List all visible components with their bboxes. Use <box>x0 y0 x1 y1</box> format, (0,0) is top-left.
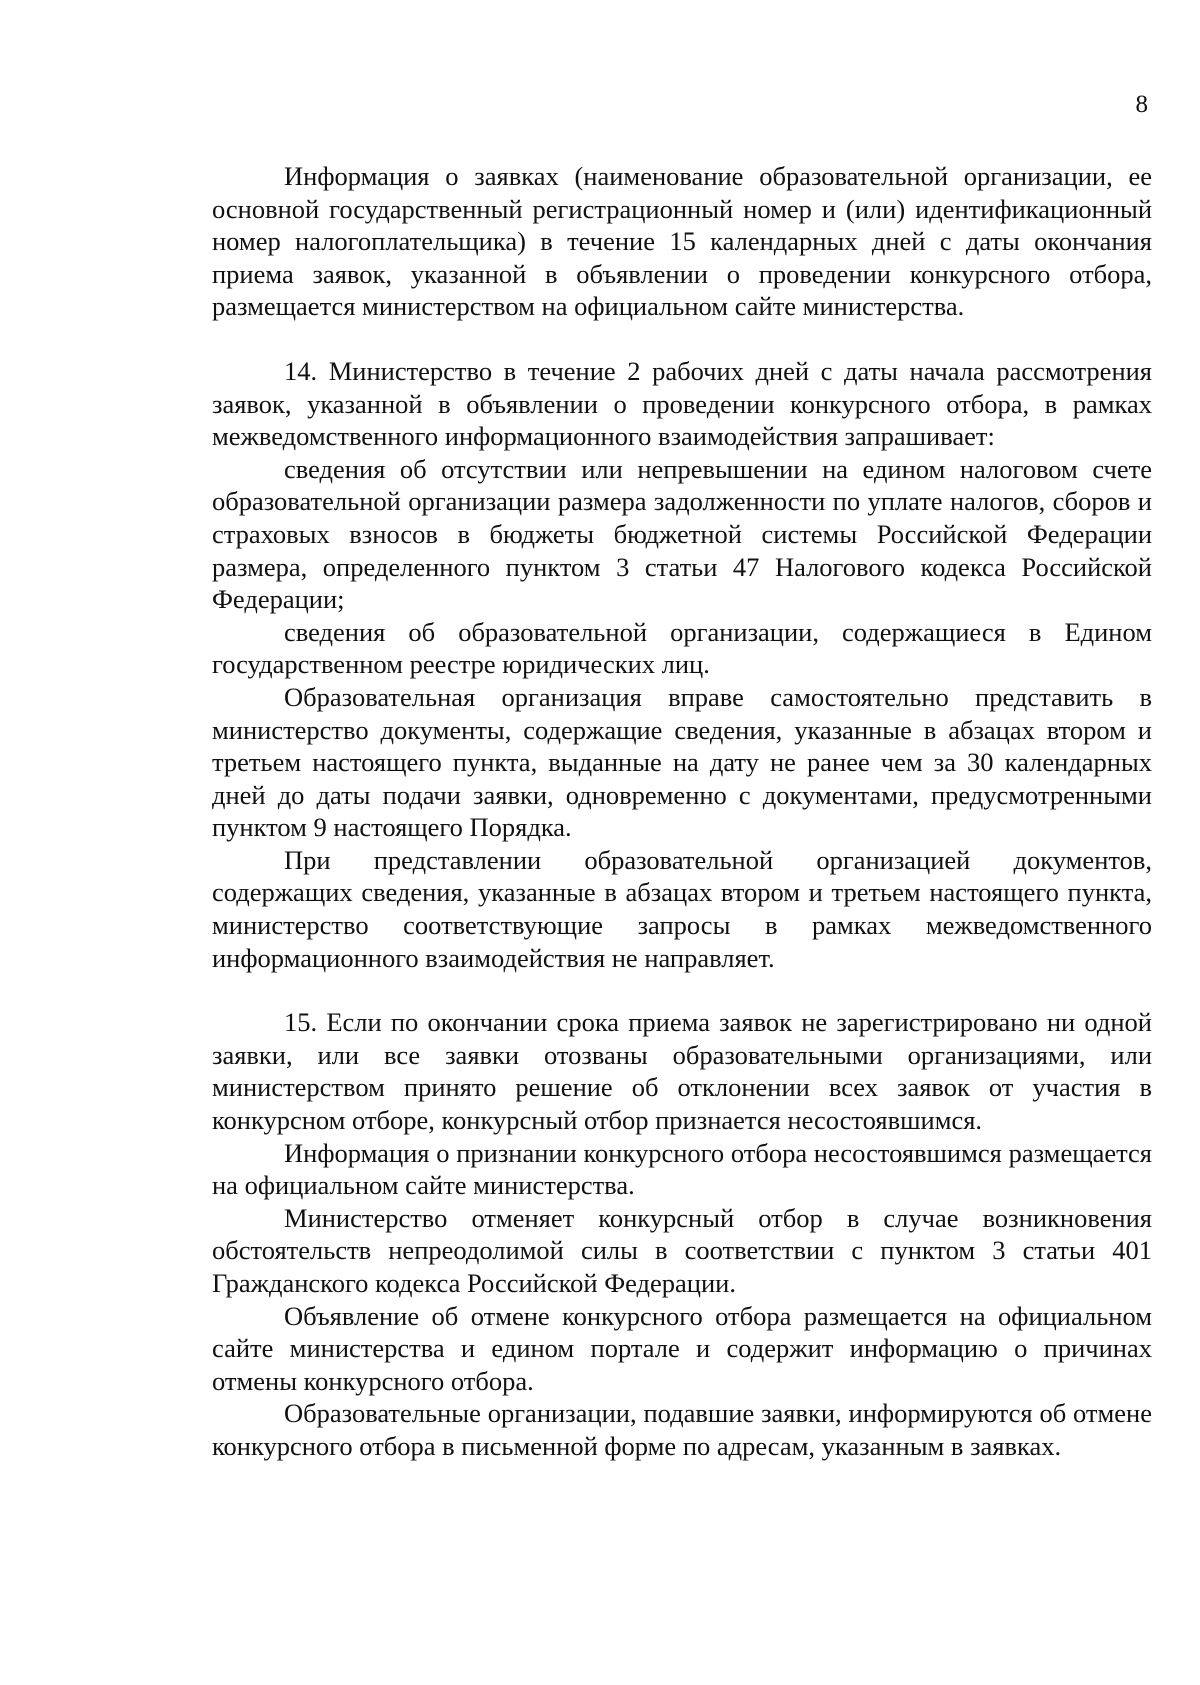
paragraph-item-15: 15. Если по окончании срока приема заявок не зарегистрировано ни одной заявки, или все заявки отозваны образовательными организациями, или министерством принято решение об отклонении всех заявок от участия в конкурсном отборе, конкурсный отбор признается несостоявшимся. <box>212 1007 1152 1136</box>
paragraph-cancellation-notice: Объявление об отмене конкурсного отбора размещается на официальном сайте министерства и едином портале и содержит информацию о причинах отмены конкурсного отбора. <box>212 1300 1152 1396</box>
document-body <box>212 160 1152 1463</box>
paragraph-self-submission: Образовательная организация вправе самостоятельно представить в министерство документы, содержащие сведения, указанные в абзацах втором и третьем настоящего пункта, выданные на дату не ранее чем за 30 календарных дней до даты подачи заявки, одновременно с документами, предусмотренными пунктом 9 настоящего Порядка. <box>212 681 1152 843</box>
paragraph-applicants-informed: Образовательные организации, подавшие заявки, информируются об отмене конкурсного отбора в письменной форме по адресам, указанным в заявках. <box>212 1398 1152 1461</box>
paragraph-egrul-info: сведения об образовательной организации, содержащиеся в Едином государственном реестре юридических лиц. <box>212 616 1152 680</box>
page-number: 8 <box>1135 91 1148 118</box>
paragraph-no-requests: При представлении образовательной организацией документов, содержащих сведения, указанные в абзацах втором и третьем настоящего пункта, министерство соответствующие запросы в рамках межведомственного информационного взаимодействия не направляет. <box>212 844 1152 973</box>
paragraph-tax-debt-info: сведения об отсутствии или непревышении на едином налоговом счете образовательной организации размера задолженности по уплате налогов, сборов и страховых взносов в бюджеты бюджетной системы Российской Федерации размера, определенного пунктом 3 статьи 47 Налогового кодекса Российской Федерации; <box>212 453 1152 615</box>
paragraph-applications-info: Информация о заявках (наименование образовательной организации, ее основной государственный регистрационный номер и (или) идентификационный номер налогоплательщика) в течение 15 календарных дней с даты окончания приема заявок, указанной в объявлении о проведении конкурсного отбора, размещается министерством на официальном сайте министерства. <box>212 161 1152 322</box>
paragraph-failed-selection-info: Информация о признании конкурсного отбора несостоявшимся размещается на официальном сайте министерства. <box>212 1137 1152 1201</box>
paragraph-force-majeure: Министерство отменяет конкурсный отбор в случае возникновения обстоятельств непреодолимой силы в соответствии с пунктом 3 статьи 401 Гражданского кодекса Российской Федерации. <box>212 1202 1152 1298</box>
paragraph-item-14: 14. Министерство в течение 2 рабочих дней с даты начала рассмотрения заявок, указанной в объявлении о проведении конкурсного отбора, в рамках межведомственного информационного взаимодействия запрашивает: <box>212 355 1152 452</box>
